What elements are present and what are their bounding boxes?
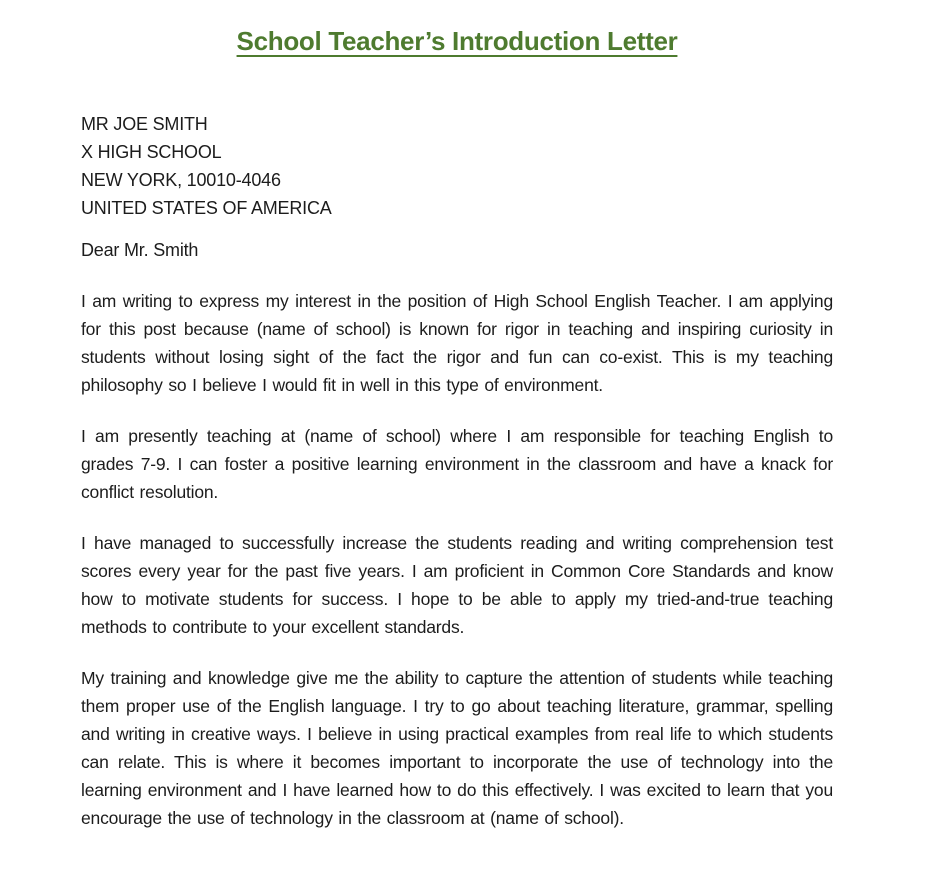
paragraph-training: My training and knowledge give me the ability to capture the attention of students while teaching them proper use of the English language. I try to go about teaching literature, grammar, spelling and writing in creative ways. I believe in using practical examples from real life to which students can relate. This is where it becomes important to incorporate the use of technology into the learning environment and I have learned how to do this effectively. I was excited to learn that you encourage the use of technology in the classroom at (name of school). <box>81 668 833 828</box>
paragraph-current-position: I am presently teaching at (name of school) where I am responsible for teaching English to grades 7-9. I can foster a positive learning environment in the classroom and have a knack for conflict resolution. <box>81 426 833 502</box>
paragraph-intro: I am writing to express my interest in the position of High School English Teacher. I am applying for this post because (name of school) is known for rigor in teaching and inspiring curiosity in students without losing sight of the fact the rigor and fun can co-exist. This is my teaching philosophy so I believe I would fit in well in this type of environment. <box>81 291 833 395</box>
address-line-country: UNITED STATES OF AMERICA <box>81 198 332 218</box>
page-title: School Teacher’s Introduction Letter <box>236 26 678 56</box>
address-line-city-zip: NEW YORK, 10010-4046 <box>81 170 281 190</box>
salutation: Dear Mr. Smith <box>81 240 199 260</box>
paragraph-achievements: I have managed to successfully increase the students reading and writing comprehension test scores every year for the past five years. I am proficient in Common Core Standards and know how to motivate students for success. I hope to be able to apply my tried-and-true teaching methods to contribute to your excellent standards. <box>81 533 833 637</box>
recipient-address-block <box>81 110 833 222</box>
address-line-school: X HIGH SCHOOL <box>81 142 222 162</box>
address-line-name: MR JOE SMITH <box>81 114 208 134</box>
